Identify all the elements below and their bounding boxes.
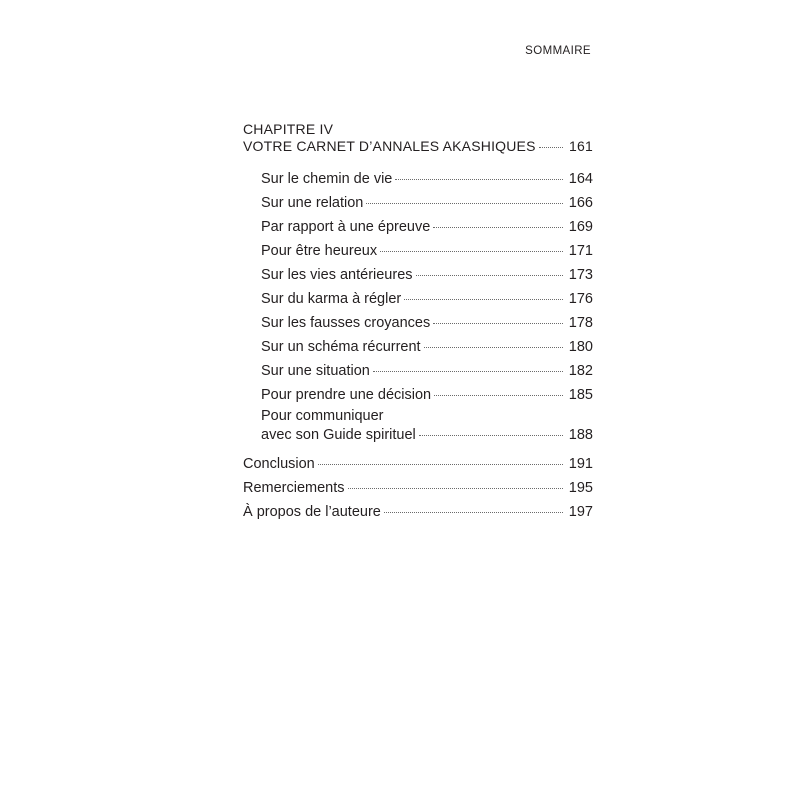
toc-entry-page: 188	[568, 427, 593, 443]
toc-entry-label: Sur une situation	[261, 363, 370, 379]
toc-entry-page: 169	[568, 219, 593, 235]
toc-entry-page: 178	[568, 315, 593, 331]
dot-leader	[318, 464, 563, 465]
toc-entry-multiline[interactable]	[243, 407, 593, 445]
toc-entry-label: Sur les vies antérieures	[261, 267, 413, 283]
toc-entry-page: 191	[568, 456, 593, 472]
toc-entry[interactable]	[243, 167, 593, 191]
dot-leader	[404, 299, 563, 300]
table-of-contents	[243, 121, 593, 524]
toc-entry-label: Sur les fausses croyances	[261, 315, 431, 331]
toc-entry-page: 197	[568, 504, 593, 520]
toc-entry-label: Sur une relation	[261, 195, 364, 211]
dot-leader	[433, 227, 563, 228]
toc-entry-page: 173	[568, 267, 593, 283]
chapter-title: VOTRE CARNET D’ANNALES AKASHIQUES	[243, 138, 536, 154]
dot-leader	[373, 371, 563, 372]
toc-entry-label: Remerciements	[243, 480, 345, 496]
toc-entry-label: Pour être heureux	[261, 243, 378, 259]
chapter-title-entry[interactable]	[243, 138, 593, 155]
toc-entry[interactable]	[243, 335, 593, 359]
toc-entry-page: 185	[568, 387, 593, 403]
chapter-label: CHAPITRE IV	[243, 121, 334, 137]
toc-entry[interactable]	[243, 191, 593, 215]
toc-entry-about-author[interactable]	[243, 500, 593, 524]
toc-entry[interactable]	[243, 311, 593, 335]
toc-entry-page: 180	[568, 339, 593, 355]
dot-leader	[380, 251, 563, 252]
dot-leader	[366, 203, 562, 204]
toc-entry-remerciements[interactable]	[243, 476, 593, 500]
toc-entry[interactable]	[243, 215, 593, 239]
toc-entry-label: À propos de l’auteure	[243, 504, 381, 520]
toc-entry[interactable]	[243, 263, 593, 287]
toc-entry-page: 195	[568, 480, 593, 496]
toc-entry-label: Par rapport à une épreuve	[261, 219, 431, 235]
dot-leader	[433, 323, 563, 324]
dot-leader	[434, 395, 563, 396]
spacer	[243, 445, 593, 452]
toc-entry-page: 166	[568, 195, 593, 211]
dot-leader	[416, 275, 563, 276]
dot-leader	[395, 179, 562, 180]
toc-entry-conclusion[interactable]	[243, 452, 593, 476]
toc-entry-label: Conclusion	[243, 456, 315, 472]
toc-entry[interactable]	[243, 239, 593, 263]
toc-entry[interactable]	[243, 383, 593, 407]
dot-leader	[384, 512, 563, 513]
toc-entry[interactable]	[243, 287, 593, 311]
dot-leader	[348, 488, 563, 489]
toc-entry-label: Pour prendre une décision	[261, 387, 432, 403]
toc-entry-line2	[261, 425, 593, 445]
spacer	[243, 155, 593, 167]
toc-entry-page: 176	[568, 291, 593, 307]
toc-entry-label-line1: Pour communiquer	[261, 408, 384, 424]
toc-entry-page: 164	[568, 171, 593, 187]
toc-entry-label: Sur le chemin de vie	[261, 171, 393, 187]
toc-entry-label: Sur du karma à régler	[261, 291, 402, 307]
toc-entry-label: Sur un schéma récurrent	[261, 339, 421, 355]
toc-entry-page: 171	[568, 243, 593, 259]
dot-leader	[539, 147, 563, 148]
chapter-page-number: 161	[569, 138, 593, 154]
toc-entry-page: 182	[568, 363, 593, 379]
dot-leader	[424, 347, 563, 348]
toc-entry[interactable]	[243, 359, 593, 383]
toc-entry-label-line2: avec son Guide spirituel	[261, 427, 416, 443]
dot-leader	[419, 435, 563, 436]
running-head: SOMMAIRE	[525, 45, 591, 57]
